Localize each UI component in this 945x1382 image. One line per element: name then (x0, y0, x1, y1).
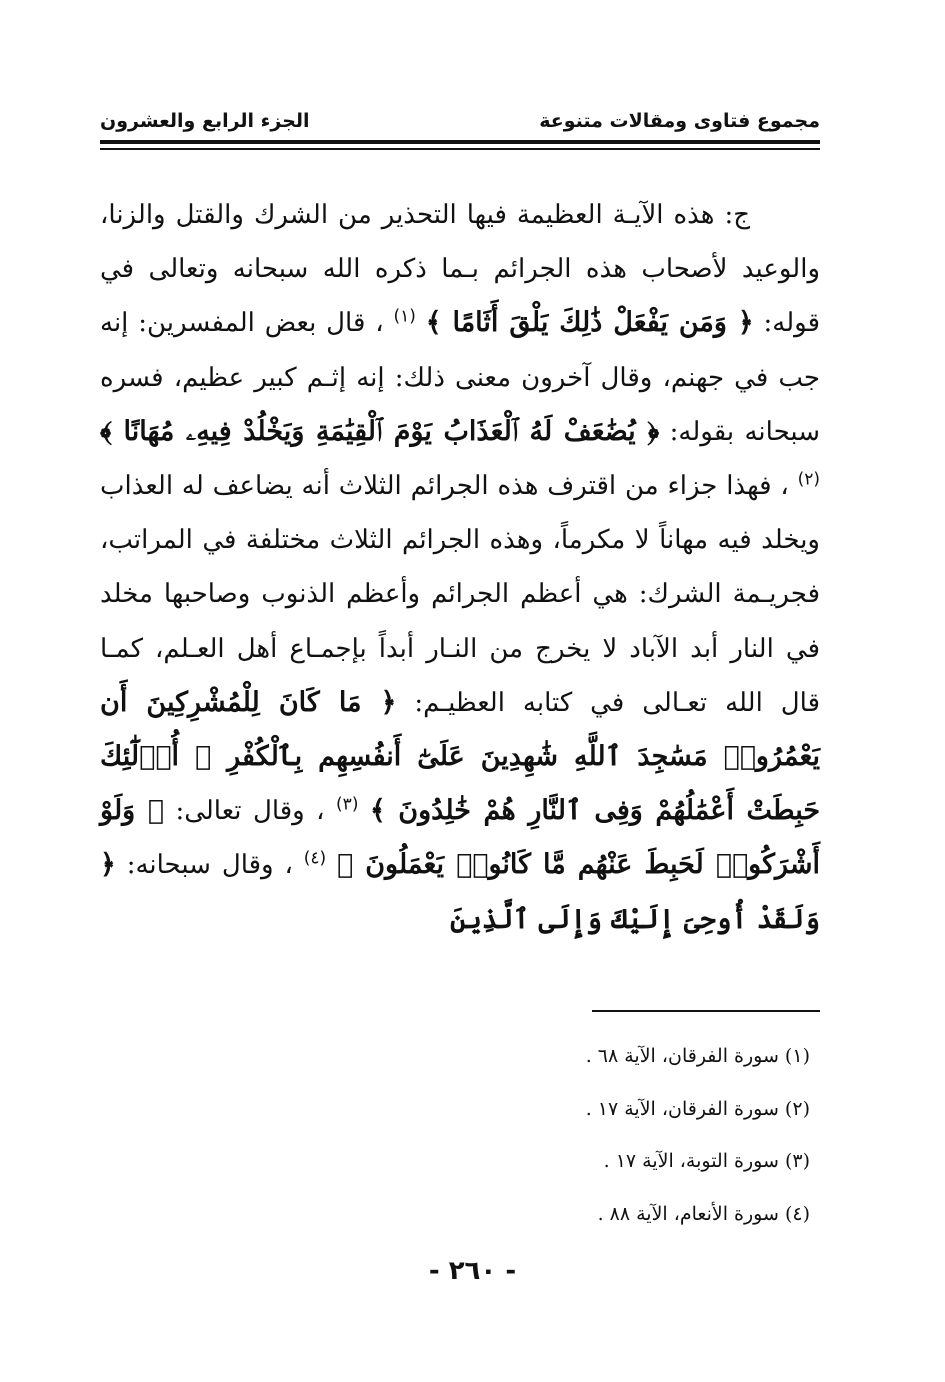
book-title: مجموع فتاوى ومقالات متنوعة (539, 110, 820, 132)
running-header (100, 98, 820, 132)
text-segment-1: ج: هذه الآيـة العظيمة فيها التحذير من الشرك والقتل والزنا، والوعيد لأصحاب هذه الجرائم بـما ذكره الله سبحانه وتعالى في قوله: (100, 200, 821, 339)
volume-label: الجزء الرابع والعشرون (100, 110, 310, 132)
text-segment-2: ، قال بعض المفسرين: إنه جب في جهنم، وقال آخرون معنى ذلك: إنه إثـم كبير عظيم، فسره سبحانه بقوله: (100, 308, 821, 447)
quran-verse-3: ﴿ مَا كَانَ لِلْمُشْرِكِينَ أَن يَعْمُرُوا۟ مَسَٰجِدَ ٱللَّهِ شَٰهِدِينَ عَلَىٰٓ أَنفُسِهِم بِٱلْكُفْرِ ۚ أُو۟لَٰٓئِكَ حَبِطَتْ أَعْمَٰلُهُمْ وَفِى ٱلنَّارِ هُمْ خَٰلِدُونَ ﴾ (100, 686, 821, 827)
footnote-1: (١) سورة الفرقان، الآية ٦٨ . (585, 1045, 810, 1067)
footnote-ref-2: (٢) (797, 469, 820, 490)
quran-verse-5: ﴿ وَلَقَدْ أُوحِىَ إِلَيْكَ وَإِلَى ٱلَّذِينَ (100, 849, 820, 935)
main-text (100, 188, 820, 947)
quran-verse-2: ﴿ يُضَٰعَفْ لَهُ ٱلْعَذَابُ يَوْمَ ٱلْقِيَٰمَةِ وَيَخْلُدْ فِيهِۦ مُهَانًا ﴾ (100, 415, 660, 447)
footnote-ref-4: (٤) (303, 848, 327, 869)
footnotes-list (100, 1036, 810, 1246)
page-number: - ٢٦٠ - (428, 1256, 517, 1286)
footnote-2: (٢) سورة الفرقان، الآية ١٧ . (585, 1097, 810, 1120)
footnote-ref-1: (١) (393, 306, 416, 327)
header-rule-thin (100, 148, 820, 150)
footnote-ref-3: (٣) (336, 794, 359, 815)
text-segment-3: ، فهذا جزاء من اقترف هذه الجرائم الثلاث أنه يضاعف له العذاب ويخلد فيه مهاناً لا مكرماً، وهذه الجرائم الثلاث مختلفة في المراتب، فجريـمة الشرك: هي أعظم الجرائم وأعظم الذنوب وصاحبها مخلد في النار أبد الآباد لا يخرج من النـار أبداً بإجمـاع أهل العـلم، كمـا قال الله تعـالى في كتابه العظيـم: (100, 471, 820, 718)
footnote-4: (٤) سورة الأنعام، الآية ٨٨ . (597, 1202, 810, 1225)
quran-verse-4: ﴿ وَلَوْ أَشْرَكُوا۟ لَحَبِطَ عَنْهُم مَّا كَانُوا۟ يَعْمَلُونَ ﴾ (100, 795, 821, 881)
text-segment-5: ، وقال سبحانه: (126, 850, 293, 881)
footnote-separator (592, 1010, 820, 1012)
answer-paragraph (100, 188, 820, 947)
text-segment-4: ، وقال تعالى: (175, 796, 325, 827)
quran-verse-1: ﴿ وَمَن يَفْعَلْ ذَٰلِكَ يَلْقَ أَثَامًا ﴾ (425, 307, 754, 339)
footnote-3: (٣) سورة التوبة، الآية ١٧ . (603, 1150, 810, 1172)
header-rule-thick (100, 140, 820, 144)
